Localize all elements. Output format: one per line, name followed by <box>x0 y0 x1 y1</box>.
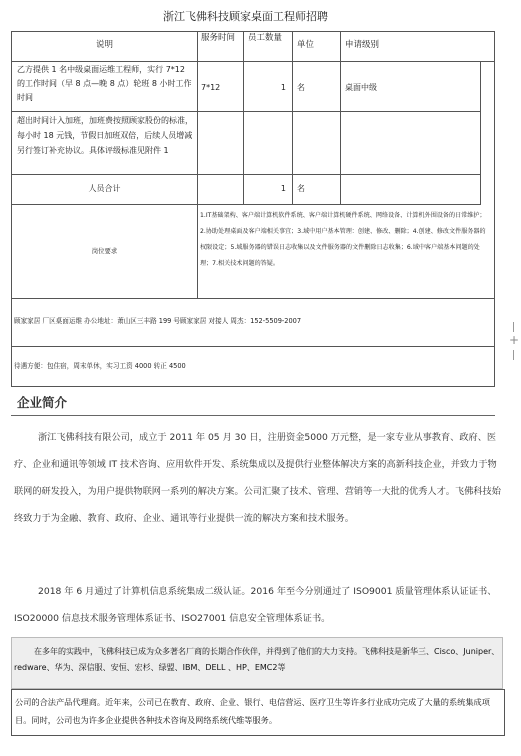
row1-service-time: 7*12 <box>201 83 221 92</box>
table-divider <box>11 204 481 205</box>
intro-paragraph-4-box <box>11 689 505 736</box>
row2-desc: 超出时间计入加班，加班费按照顾家股份的标准，每小时 18 元钱，节假日加班双倍，后续人员增减另行签订补充协议。具体评级标准见附件 1 <box>17 116 193 155</box>
table-border-right <box>494 31 495 387</box>
table-border-bottom <box>11 386 495 387</box>
header-staff-count: 员工数量 <box>248 33 283 43</box>
intro-heading: 企业简介 <box>17 395 68 410</box>
intro-p2-text: 2018 年 6 月通过了计算机信息系统集成二级认证。2016 年至今分别通过了 ISO9001 质量管理体系认证证书、ISO20000 信息技术服务管理体系证书、ISO27001 信息安全管理体系证书。 <box>14 586 497 624</box>
header-service-time: 服务时间 <box>201 33 236 43</box>
table-divider <box>11 174 481 175</box>
table-divider <box>11 61 495 62</box>
table-divider <box>11 346 495 347</box>
row1-unit: 名 <box>297 83 305 92</box>
side-scroll-marker[interactable] <box>506 322 521 360</box>
table-inner-right <box>480 61 481 205</box>
header-unit: 单位 <box>297 40 315 50</box>
header-desc: 说明 <box>95 40 113 50</box>
header-level: 申请级别 <box>345 40 380 50</box>
total-count: 1 <box>280 184 286 193</box>
table-col-divider <box>340 31 341 205</box>
benefits-text: 待遇方便：包住宿，周末单休，实习工资 4000 转正 4500 <box>14 362 186 370</box>
intro-paragraph-2 <box>14 578 504 632</box>
intro-p4-text: 公司的合法产品代理商。近年来，公司已在教育、政府、企业、银行、电信营运、医疗卫生等许多行业成功完成了大量的系统集成项目。同时，公司也为许多企业提供各种技术咨询及网络系统代维等服务。 <box>15 697 490 725</box>
total-label: 人员合计 <box>88 184 121 193</box>
row1-staff-count: 1 <box>280 83 286 92</box>
intro-paragraph-1 <box>14 424 504 532</box>
side-marker-line <box>513 350 514 360</box>
table-col-divider <box>243 31 244 205</box>
intro-p1-text: 浙江飞佛科技有限公司，成立于 2011 年 05 月 30 日，注册资金5000 万元整，是一家专业从事教育、政府、医疗、企业和通讯等领域 IT 技术咨询、应用软件开发、系统集成以及提供行业整体解决方案的高新科技企业，并致力于物联网的研发投入，为用户提供物联网一系列的解决方案。公司汇聚了技术、管理、营销等一大批的优秀人才。飞佛科技始终致力于为金融、教育、政府、企业、通讯等行业提供一流的解决方案和技术服务。 <box>14 432 501 524</box>
row1-level: 桌面中级 <box>345 83 377 92</box>
plus-icon[interactable]: + <box>509 333 520 347</box>
intro-p3-text: 在多年的实践中，飞佛科技已成为众多著名厂商的长期合作伙伴，并得到了他们的大力支持。飞佛科技是新华三、Cisco、Juniper、redware、华为、深信服、安恒、宏杉、绿盟、IBM、DELL 、HP、EMC2等 <box>14 647 500 672</box>
intro-heading-rule <box>11 415 495 416</box>
requirements-label: 岗位要求 <box>91 247 118 255</box>
location-text: 顾家家居 厂区桌面运维 办公地址：萧山区三丰路 199 号顾家家居 对接人 周杰：152-5509-2007 <box>14 317 302 325</box>
requirements-text: 1.IT基础架构、客户端计算机软件系统、客户端计算机硬件系统、网络设备、计算机外围设备的日常维护；2.协助处理桌面及客户端相关事宜；3.域中用户基本管理：创建、修改、删除；4.创建、修改文件服务器的权限设定；5.域服务器的错误日志收集以及文件服务器的文件删除日志收集；6.域中客户端基本问题的处理；7.相关技术问题的答疑。 <box>200 212 486 267</box>
table-col-divider <box>292 31 293 205</box>
side-marker-line <box>513 322 514 332</box>
row1-desc: 乙方提供 1 名中级桌面运维工程师，实行 7*12 的工作时间（早 8 点—晚 8 点）轮班 8 小时工作时间 <box>17 65 192 102</box>
table-border-left <box>11 31 12 387</box>
table-divider <box>11 298 495 299</box>
table-divider <box>11 111 481 112</box>
table-col-divider <box>197 31 198 299</box>
total-unit: 名 <box>297 184 305 193</box>
intro-paragraph-3-box <box>11 637 503 689</box>
table-title: 浙江飞佛科技顾家桌面工程师招聘 <box>163 10 328 23</box>
